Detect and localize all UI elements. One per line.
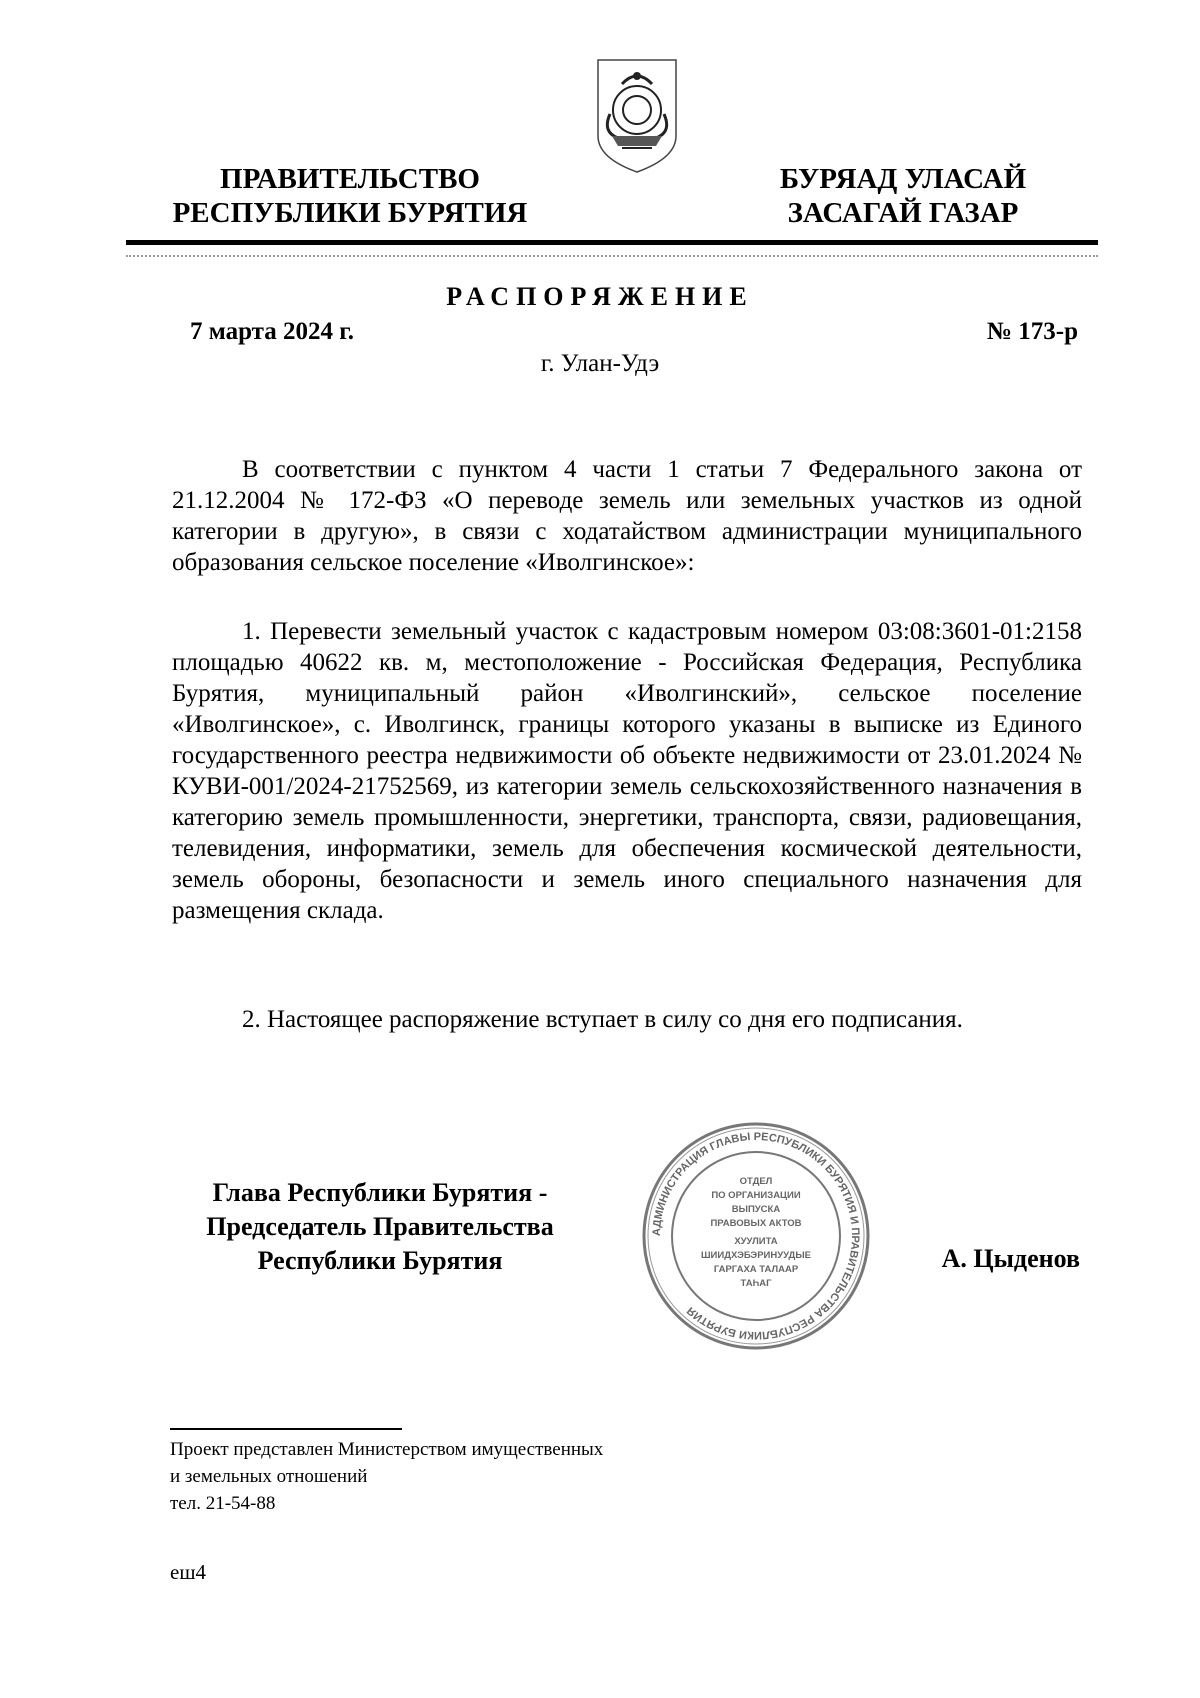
svg-text:АДМИНИСТРАЦИЯ ГЛАВЫ РЕСПУБЛИКИ: АДМИНИСТРАЦИЯ ГЛАВЫ РЕСПУБЛИКИ БУРЯТИЯ И ПРАВИТЕЛЬСТВА РЕСПУБЛИКИ БУРЯТИЯ [650,1130,862,1342]
body-item-2: 2. Настоящее распоряжение вступает в силу со дня его подписания. [242,1006,963,1033]
government-name-russian: ПРАВИТЕЛЬСТВО РЕСПУБЛИКИ БУРЯТИЯ [172,163,528,229]
official-stamp-icon [640,1120,872,1352]
svg-text:ГАРГАХА ТАЛААР: ГАРГАХА ТАЛААР [713,1264,799,1275]
svg-text:ОТДЕЛ: ОТДЕЛ [739,1176,773,1187]
body-item-1: 1. Перевести земельный участок с кадастровым номером 03:08:3601-01:2158 площадью 40622 кв. м, местоположение - Российская Федерация, Республика Бурятия, муниципальный район «Иволгинский», сельское поселение «Иволгинское», с. Иволгинск, границы которого указаны в выписке из Единого государственного реестра недвижимости об объекте недвижимости от 23.01.2024 № КУВИ-001/2024-21752569, из категории земель сельскохозяйственного назначения в категорию земель промышленности, энергетики, транспорта, связи, радиовещания, телевидения, информатики, земель для обеспечения космической деятельности, земель обороны, безопасности и земель иного специального назначения для размещения склада. [172,618,1082,924]
document-code: еш4 [170,1560,206,1584]
document-type-title: РАСПОРЯЖЕНИЕ [446,282,754,311]
svg-text:ХУУЛИТА: ХУУЛИТА [734,1236,778,1247]
body-intro: В соответствии с пунктом 4 части 1 статьи 7 Федерального закона от 21.12.2004 № 172-ФЗ «О переводе земель или земельных участков из одной категории в другую», в связи с ходатайством администрации муниципального образования сельское поселение «Иволгинское»: [172,456,1082,576]
document-date: 7 марта 2024 г. [190,318,355,345]
government-name-buryat: БУРЯАД УЛАСАЙ ЗАСАГАЙ ГАЗАР [779,163,1027,229]
svg-text:ПРАВОВЫХ АКТОВ: ПРАВОВЫХ АКТОВ [710,1218,802,1229]
document-number: № 173-р [986,318,1078,345]
footnote-divider [170,1428,402,1430]
svg-text:ВЫПУСКА: ВЫПУСКА [731,1204,781,1215]
signatory-title: Глава Республики Бурятия - Председатель Правительства Республики Бурятия [206,1178,554,1275]
document-city: г. Улан-Удэ [540,350,660,377]
svg-text:ПО ОРГАНИЗАЦИИ: ПО ОРГАНИЗАЦИИ [711,1190,801,1201]
svg-text:ШИИДХЭБЭРИНУУДЫЕ: ШИИДХЭБЭРИНУУДЫЕ [701,1250,811,1261]
header-divider-thin [126,255,1098,257]
coat-of-arms-icon [592,54,682,176]
footnote: Проект представлен Министерством имущественных и земельных отношений тел. 21-54-88 [170,1439,604,1514]
svg-text:ТАҺАГ: ТАҺАГ [740,1278,772,1289]
signatory-name: А. Цыденов [941,1244,1080,1273]
header-divider [126,240,1098,245]
